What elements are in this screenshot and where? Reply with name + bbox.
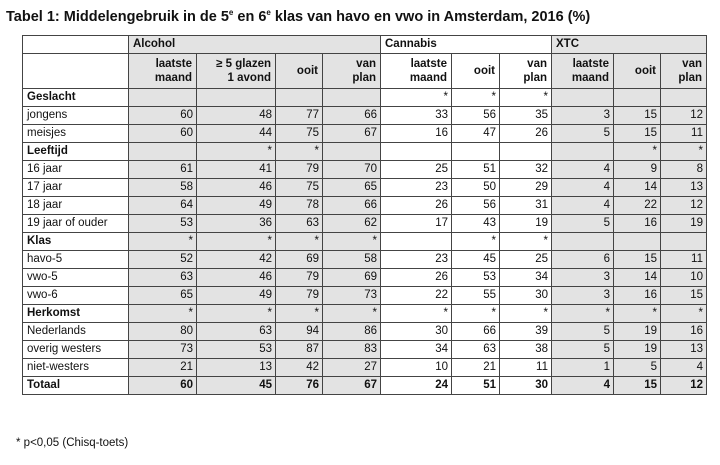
- section-row: [23, 143, 707, 161]
- row-label: Klas: [23, 233, 129, 251]
- value-cell: 1: [552, 359, 614, 377]
- significance-cell: *: [276, 143, 323, 161]
- value-cell: 79: [276, 269, 323, 287]
- value-cell: 4: [552, 197, 614, 215]
- value-cell: 53: [197, 341, 276, 359]
- value-cell: 4: [552, 377, 614, 395]
- row-label: Nederlands: [23, 323, 129, 341]
- value-cell: 51: [452, 161, 500, 179]
- significance-cell: [552, 89, 614, 107]
- value-cell: 73: [129, 341, 197, 359]
- value-cell: 49: [197, 197, 276, 215]
- value-cell: 67: [323, 125, 381, 143]
- column-header: van plan: [323, 54, 381, 89]
- value-cell: 16: [661, 323, 707, 341]
- value-cell: 51: [452, 377, 500, 395]
- value-cell: 16: [614, 287, 661, 305]
- value-cell: 25: [381, 161, 452, 179]
- significance-cell: *: [661, 143, 707, 161]
- value-cell: 34: [381, 341, 452, 359]
- value-cell: 9: [614, 161, 661, 179]
- value-cell: 25: [500, 251, 552, 269]
- value-cell: 16: [381, 125, 452, 143]
- value-cell: 60: [129, 107, 197, 125]
- value-cell: 22: [381, 287, 452, 305]
- table-row: [23, 197, 707, 215]
- section-row: [23, 89, 707, 107]
- section-row: [23, 233, 707, 251]
- value-cell: 79: [276, 287, 323, 305]
- significance-cell: [197, 89, 276, 107]
- value-cell: 22: [614, 197, 661, 215]
- value-cell: 60: [129, 377, 197, 395]
- value-cell: 41: [197, 161, 276, 179]
- column-header: ooit: [276, 54, 323, 89]
- row-label: Totaal: [23, 377, 129, 395]
- value-cell: 65: [129, 287, 197, 305]
- row-label: vwo-6: [23, 287, 129, 305]
- table-row: [23, 215, 707, 233]
- significance-cell: *: [614, 305, 661, 323]
- value-cell: 80: [129, 323, 197, 341]
- value-cell: 87: [276, 341, 323, 359]
- significance-cell: [129, 143, 197, 161]
- value-cell: 13: [197, 359, 276, 377]
- section-row: [23, 305, 707, 323]
- group-header-row: [23, 36, 707, 54]
- value-cell: 21: [452, 359, 500, 377]
- value-cell: 63: [276, 215, 323, 233]
- value-cell: 35: [500, 107, 552, 125]
- value-cell: 38: [500, 341, 552, 359]
- column-header-row: [23, 54, 707, 89]
- value-cell: 70: [323, 161, 381, 179]
- value-cell: 94: [276, 323, 323, 341]
- significance-cell: *: [452, 305, 500, 323]
- significance-cell: *: [129, 305, 197, 323]
- row-label: meisjes: [23, 125, 129, 143]
- value-cell: 46: [197, 179, 276, 197]
- column-header: laatste maand: [129, 54, 197, 89]
- value-cell: 19: [661, 215, 707, 233]
- row-label: 18 jaar: [23, 197, 129, 215]
- value-cell: 66: [323, 197, 381, 215]
- significance-cell: *: [452, 233, 500, 251]
- significance-cell: *: [552, 305, 614, 323]
- table-row: [23, 161, 707, 179]
- significance-cell: [323, 143, 381, 161]
- value-cell: 63: [197, 323, 276, 341]
- table-row: [23, 269, 707, 287]
- value-cell: 26: [381, 197, 452, 215]
- value-cell: 4: [661, 359, 707, 377]
- value-cell: 63: [129, 269, 197, 287]
- value-cell: 3: [552, 107, 614, 125]
- group-header-alcohol: Alcohol: [129, 36, 381, 54]
- row-label: jongens: [23, 107, 129, 125]
- value-cell: 13: [661, 179, 707, 197]
- value-cell: 56: [452, 197, 500, 215]
- significance-cell: *: [661, 305, 707, 323]
- value-cell: 24: [381, 377, 452, 395]
- value-cell: 47: [452, 125, 500, 143]
- value-cell: 16: [614, 215, 661, 233]
- value-cell: 75: [276, 179, 323, 197]
- value-cell: 42: [197, 251, 276, 269]
- value-cell: 42: [276, 359, 323, 377]
- value-cell: 58: [323, 251, 381, 269]
- value-cell: 10: [381, 359, 452, 377]
- table-row: [23, 323, 707, 341]
- substance-use-table: [22, 35, 707, 395]
- value-cell: 53: [129, 215, 197, 233]
- row-label: Herkomst: [23, 305, 129, 323]
- significance-cell: *: [129, 233, 197, 251]
- value-cell: 12: [661, 107, 707, 125]
- table-row: [23, 287, 707, 305]
- column-header: laatste maand: [552, 54, 614, 89]
- value-cell: 66: [323, 107, 381, 125]
- column-header: van plan: [500, 54, 552, 89]
- value-cell: 69: [276, 251, 323, 269]
- value-cell: 5: [614, 359, 661, 377]
- value-cell: 5: [552, 125, 614, 143]
- value-cell: 30: [381, 323, 452, 341]
- value-cell: 17: [381, 215, 452, 233]
- value-cell: 5: [552, 215, 614, 233]
- column-header: laatste maand: [381, 54, 452, 89]
- value-cell: 11: [661, 251, 707, 269]
- value-cell: 15: [614, 377, 661, 395]
- value-cell: 50: [452, 179, 500, 197]
- value-cell: 73: [323, 287, 381, 305]
- value-cell: 26: [381, 269, 452, 287]
- significance-cell: [452, 143, 500, 161]
- significance-cell: [500, 143, 552, 161]
- table-row: [23, 341, 707, 359]
- value-cell: 23: [381, 179, 452, 197]
- value-cell: 11: [500, 359, 552, 377]
- table-row: [23, 179, 707, 197]
- value-cell: 65: [323, 179, 381, 197]
- significance-cell: [381, 143, 452, 161]
- significance-cell: [552, 143, 614, 161]
- value-cell: 8: [661, 161, 707, 179]
- value-cell: 62: [323, 215, 381, 233]
- value-cell: 31: [500, 197, 552, 215]
- row-label: 16 jaar: [23, 161, 129, 179]
- value-cell: 67: [323, 377, 381, 395]
- significance-cell: *: [276, 233, 323, 251]
- value-cell: 15: [614, 107, 661, 125]
- table-row: [23, 251, 707, 269]
- value-cell: 36: [197, 215, 276, 233]
- column-header: ≥ 5 glazen 1 avond: [197, 54, 276, 89]
- value-cell: 30: [500, 377, 552, 395]
- value-cell: 19: [614, 341, 661, 359]
- value-cell: 10: [661, 269, 707, 287]
- value-cell: 5: [552, 341, 614, 359]
- value-cell: 49: [197, 287, 276, 305]
- value-cell: 83: [323, 341, 381, 359]
- value-cell: 6: [552, 251, 614, 269]
- value-cell: 23: [381, 251, 452, 269]
- value-cell: 3: [552, 269, 614, 287]
- value-cell: 26: [500, 125, 552, 143]
- value-cell: 32: [500, 161, 552, 179]
- significance-cell: [381, 233, 452, 251]
- value-cell: 75: [276, 125, 323, 143]
- value-cell: 19: [500, 215, 552, 233]
- significance-cell: *: [381, 89, 452, 107]
- row-label: Leeftijd: [23, 143, 129, 161]
- value-cell: 69: [323, 269, 381, 287]
- value-cell: 58: [129, 179, 197, 197]
- significance-cell: *: [381, 305, 452, 323]
- significance-cell: *: [197, 305, 276, 323]
- value-cell: 19: [614, 323, 661, 341]
- table-row: [23, 125, 707, 143]
- value-cell: 13: [661, 341, 707, 359]
- row-label: havo-5: [23, 251, 129, 269]
- value-cell: 53: [452, 269, 500, 287]
- value-cell: 45: [197, 377, 276, 395]
- column-header: van plan: [661, 54, 707, 89]
- column-header: ooit: [452, 54, 500, 89]
- row-label: niet-westers: [23, 359, 129, 377]
- value-cell: 56: [452, 107, 500, 125]
- value-cell: 52: [129, 251, 197, 269]
- row-label: 19 jaar of ouder: [23, 215, 129, 233]
- value-cell: 30: [500, 287, 552, 305]
- row-label: overig westers: [23, 341, 129, 359]
- row-label: Geslacht: [23, 89, 129, 107]
- value-cell: 3: [552, 287, 614, 305]
- significance-cell: *: [452, 89, 500, 107]
- significance-cell: [614, 233, 661, 251]
- significance-cell: *: [500, 305, 552, 323]
- significance-cell: *: [614, 143, 661, 161]
- significance-cell: [661, 89, 707, 107]
- value-cell: 33: [381, 107, 452, 125]
- total-row: [23, 377, 707, 395]
- table-title: Tabel 1: Middelengebruik in de 5e en 6e klas van havo en vwo in Amsterdam, 2016 (%): [6, 8, 591, 25]
- value-cell: 12: [661, 197, 707, 215]
- value-cell: 45: [452, 251, 500, 269]
- value-cell: 14: [614, 179, 661, 197]
- significance-cell: *: [197, 143, 276, 161]
- group-header-cannabis: Cannabis: [381, 36, 552, 54]
- value-cell: 46: [197, 269, 276, 287]
- value-cell: 79: [276, 161, 323, 179]
- value-cell: 66: [452, 323, 500, 341]
- value-cell: 64: [129, 197, 197, 215]
- significance-cell: *: [197, 233, 276, 251]
- row-label: 17 jaar: [23, 179, 129, 197]
- value-cell: 27: [323, 359, 381, 377]
- footnote: * p<0,05 (Chisq-toets): [16, 437, 129, 449]
- value-cell: 77: [276, 107, 323, 125]
- significance-cell: [614, 89, 661, 107]
- significance-cell: [661, 233, 707, 251]
- value-cell: 43: [452, 215, 500, 233]
- significance-cell: *: [276, 305, 323, 323]
- corner-cell: [23, 36, 129, 54]
- row-label: vwo-5: [23, 269, 129, 287]
- value-cell: 48: [197, 107, 276, 125]
- value-cell: 15: [661, 287, 707, 305]
- value-cell: 76: [276, 377, 323, 395]
- significance-cell: *: [323, 305, 381, 323]
- value-cell: 63: [452, 341, 500, 359]
- value-cell: 11: [661, 125, 707, 143]
- value-cell: 61: [129, 161, 197, 179]
- value-cell: 5: [552, 323, 614, 341]
- corner-cell: [23, 54, 129, 89]
- value-cell: 21: [129, 359, 197, 377]
- value-cell: 15: [614, 251, 661, 269]
- value-cell: 15: [614, 125, 661, 143]
- column-header: ooit: [614, 54, 661, 89]
- value-cell: 34: [500, 269, 552, 287]
- value-cell: 29: [500, 179, 552, 197]
- value-cell: 14: [614, 269, 661, 287]
- value-cell: 86: [323, 323, 381, 341]
- value-cell: 39: [500, 323, 552, 341]
- group-header-xtc: XTC: [552, 36, 707, 54]
- value-cell: 12: [661, 377, 707, 395]
- value-cell: 4: [552, 161, 614, 179]
- table-row: [23, 107, 707, 125]
- significance-cell: *: [500, 233, 552, 251]
- significance-cell: [276, 89, 323, 107]
- value-cell: 55: [452, 287, 500, 305]
- significance-cell: [552, 233, 614, 251]
- value-cell: 4: [552, 179, 614, 197]
- value-cell: 60: [129, 125, 197, 143]
- value-cell: 44: [197, 125, 276, 143]
- table-row: [23, 359, 707, 377]
- significance-cell: *: [323, 233, 381, 251]
- significance-cell: *: [500, 89, 552, 107]
- significance-cell: [323, 89, 381, 107]
- significance-cell: [129, 89, 197, 107]
- value-cell: 78: [276, 197, 323, 215]
